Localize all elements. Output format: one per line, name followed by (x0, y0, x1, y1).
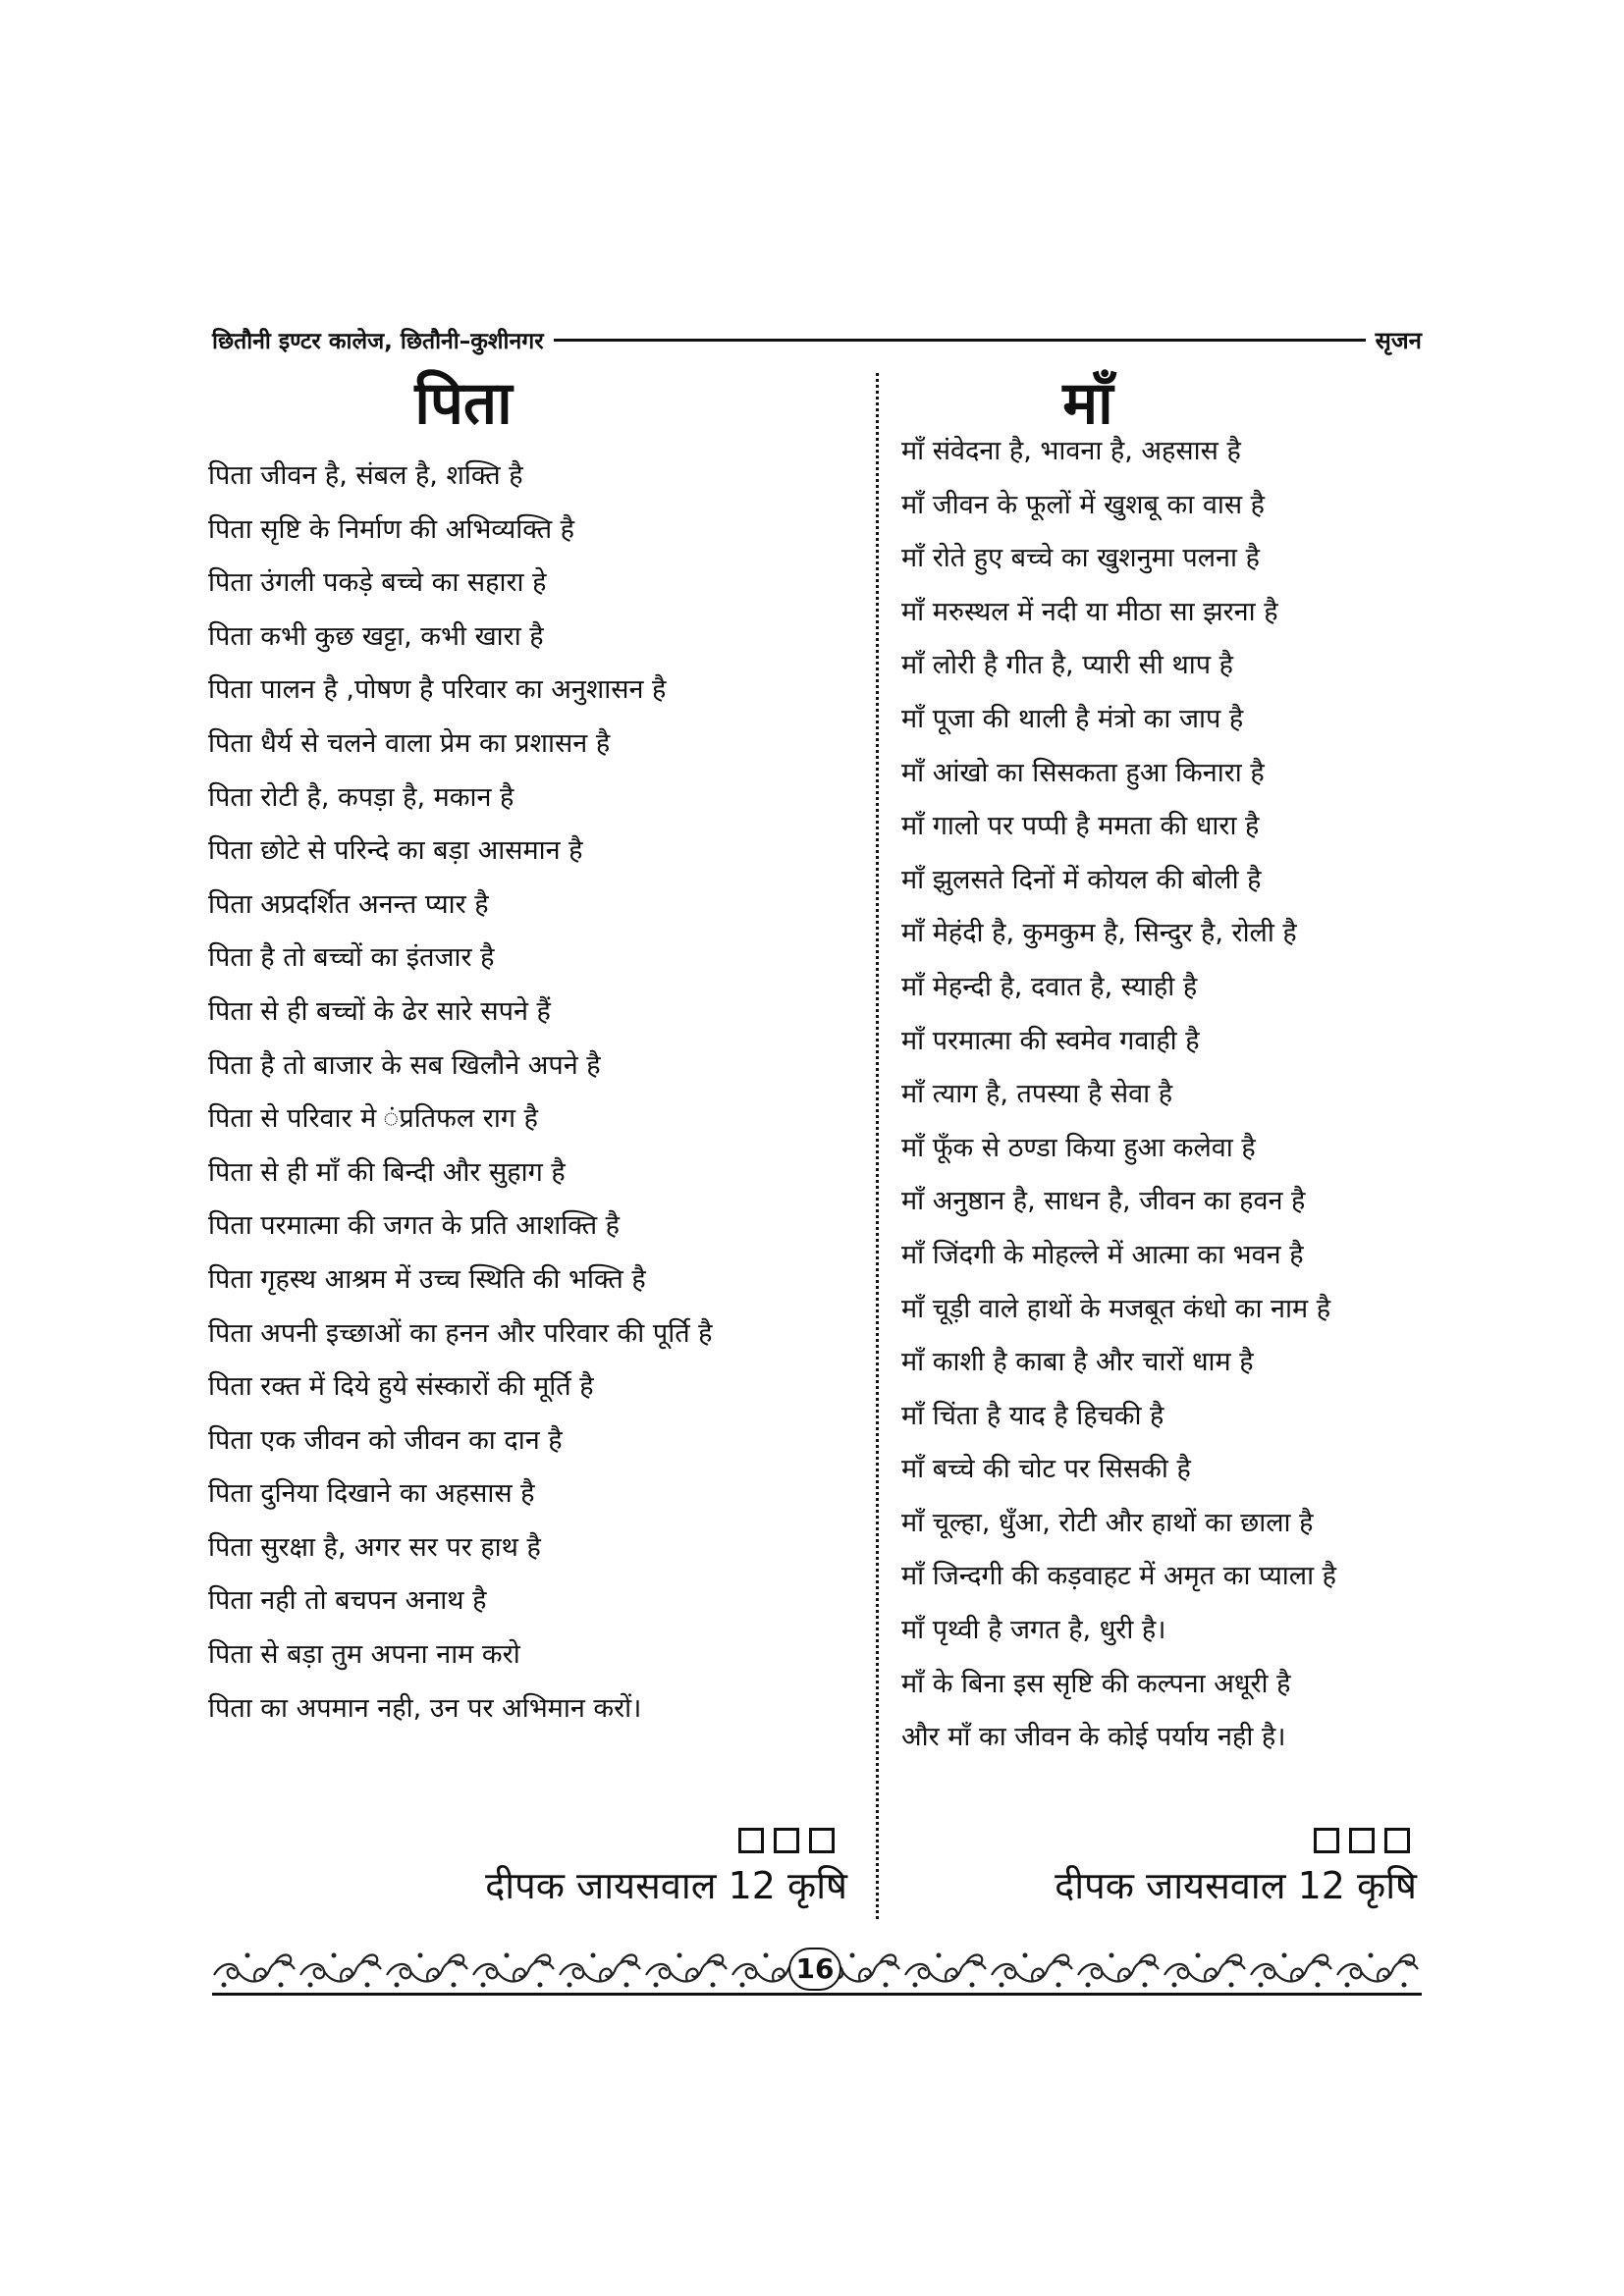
ornament-motif (992, 1953, 1072, 1988)
poem-line: पिता पालन है ,पोषण है परिवार का अनुशासन है (208, 674, 667, 706)
ornament-motif (1164, 1953, 1245, 1988)
poem-line: माँ गालो पर पप्पी है ममता की धारा है (901, 811, 1260, 842)
ornament-motif (1078, 1953, 1159, 1988)
poem-line: माँ जिंदगी के मोहल्ले में आत्मा का भवन है (901, 1239, 1304, 1270)
poem-line: माँ संवेदना है, भावना है, अहसास है (901, 436, 1241, 466)
school-name: छितौनी इण्टर कालेज, छितौनी–कुशीनगर (212, 329, 544, 354)
poem-line: पिता से ही माँ की बिन्दी और सुहाग है (208, 1156, 566, 1188)
poem-line: माँ पृथ्वी है जगत है, धुरी है। (901, 1615, 1166, 1646)
ornament-motif (473, 1953, 554, 1988)
ornament-motif (387, 1953, 467, 1988)
poem-line: माँ त्याग है, तपस्या है सेवा है (901, 1079, 1173, 1110)
running-header (212, 320, 1422, 359)
end-square (809, 1828, 835, 1853)
poem-line: माँ पूजा की थाली है मंत्रो का जाप है (901, 703, 1244, 734)
poem-line: पिता से परिवार मे ंप्रतिफल राग है (208, 1103, 538, 1135)
ornament-motif (646, 1953, 727, 1988)
poem-line: पिता एक जीवन को जीवन का दान है (208, 1424, 563, 1456)
poem-line: माँ फूँक से ठण्डा किया हुआ कलेवा है (901, 1132, 1256, 1163)
end-square (774, 1828, 799, 1853)
ornament-motif (214, 1953, 295, 1988)
poem-line: माँ अनुष्ठान है, साधन है, जीवन का हवन है (901, 1186, 1306, 1217)
poem-line: पिता है तो बाजार के सब खिलौने अपने है (208, 1049, 601, 1081)
author-pita: दीपक जायसवाल 12 कृषि (485, 1864, 847, 1907)
poem-line: पिता जीवन है, संबल है, शक्ति है (208, 460, 523, 491)
poem-line: माँ लोरी है गीत है, प्यारी सी थाप है (901, 650, 1233, 681)
poem-line: माँ मरुस्थल में नदी या मीठा सा झरना है (901, 596, 1278, 627)
end-square (1349, 1828, 1375, 1853)
poem-line: माँ झुलसते दिनों में कोयल की बोली है (901, 864, 1262, 895)
end-marks-right (1314, 1828, 1410, 1853)
poem-line: और माँ का जीवन के कोई पर्याय नही है। (901, 1722, 1286, 1753)
end-marks-left (738, 1828, 835, 1853)
ornament-motif (300, 1953, 381, 1988)
poem-line: माँ मेहन्दी है, दवात है, स्याही है (901, 971, 1198, 1002)
poem-line: माँ बच्चे की चोट पर सिसकी है (901, 1454, 1191, 1485)
ornament-motif (1251, 1953, 1331, 1988)
poem-line: पिता का अपमान नही, उन पर अभिमान करों। (208, 1692, 642, 1724)
column-divider (876, 373, 879, 1919)
poem-line: पिता रक्त में दिये हुये संस्कारों की मूर्ति है (208, 1371, 594, 1403)
poem-maa (901, 369, 1432, 1765)
page-number: 16 (788, 1948, 841, 1991)
header-rule (554, 339, 1366, 342)
magazine-name: सृजन (1375, 326, 1422, 354)
end-square (1384, 1828, 1410, 1853)
poem-pita (208, 369, 856, 1735)
poem-line: माँ आंखो का सिसकता हुआ किनारा है (901, 757, 1265, 788)
poem-line: पिता धैर्य से चलने वाला प्रेम का प्रशासन है (208, 727, 611, 759)
poem-line: माँ चिंता है याद है हिचकी है (901, 1400, 1164, 1431)
poem-line: पिता से बड़ा तुम अपना नाम करो (208, 1639, 520, 1671)
footer-rule (212, 1993, 1422, 1996)
poem-lines-maa (901, 425, 1432, 1765)
poem-line: माँ के बिना इस सृष्टि की कल्पना अधूरी है (901, 1668, 1291, 1699)
poem-line: पिता नही तो बचपन अनाथ है (208, 1585, 487, 1617)
poem-line: पिता अप्रदर्शित अनन्त प्यार है (208, 888, 489, 920)
ornament-motif (905, 1953, 986, 1988)
poem-line: पिता छोटे से परिन्दे का बड़ा आसमान है (208, 835, 583, 867)
poem-line: माँ जिन्दगी की कड़वाहट में अमृत का प्याला है (901, 1561, 1337, 1592)
poem-line: पिता है तो बच्चों का इंतजार है (208, 942, 495, 974)
ornament-motif (560, 1953, 640, 1988)
poem-line: पिता गृहस्थ आश्रम में उच्च स्थिति की भक्ति है (208, 1263, 646, 1295)
poem-line: पिता अपनी इच्छाओं का हनन और परिवार की पूर्ति है (208, 1317, 713, 1349)
end-square (1314, 1828, 1339, 1853)
poem-line: माँ रोते हुए बच्चे का खुशनुमा पलना है (901, 543, 1260, 574)
poem-line: माँ काशी है काबा है और चारों धाम है (901, 1347, 1254, 1378)
end-square (738, 1828, 764, 1853)
poem-line: पिता दुनिया दिखाने का अहसास है (208, 1478, 535, 1510)
poem-line: माँ जीवन के फूलों में खुशबू का वास है (901, 489, 1266, 520)
ornament-motif (1337, 1953, 1418, 1988)
poem-line: पिता सुरक्षा है, अगर सर पर हाथ है (208, 1531, 541, 1563)
poem-line: माँ चूल्हा, धुँआ, रोटी और हाथों का छाला है (901, 1507, 1314, 1538)
poem-line: पिता परमात्मा की जगत के प्रति आशक्ति है (208, 1210, 621, 1242)
poem-line: पिता रोटी है, कपड़ा है, मकान है (208, 781, 514, 813)
poem-line: माँ परमात्मा की स्वमेव गवाही है (901, 1025, 1200, 1056)
poem-line: पिता कभी कुछ खट्टा, कभी खारा है (208, 620, 544, 652)
author-maa: दीपक जायसवाल 12 कृषि (1055, 1864, 1417, 1907)
poem-line: पिता सृष्टि के निर्माण की अभिव्यक्ति है (208, 513, 575, 545)
poem-line: पिता से ही बच्चों के ढेर सारे सपने हैं (208, 995, 551, 1027)
poem-title-pita: पिता (414, 369, 513, 438)
poem-line: माँ चूड़ी वाले हाथों के मजबूत कंधो का नाम है (901, 1293, 1331, 1324)
poem-title-maa: माँ (1062, 369, 1113, 438)
poem-lines-pita (208, 450, 856, 1735)
poem-line: माँ मेहंदी है, कुमकुम है, सिन्दुर है, रोली है (901, 918, 1297, 949)
poem-line: पिता उंगली पकड़े बच्चे का सहारा हे (208, 567, 547, 599)
